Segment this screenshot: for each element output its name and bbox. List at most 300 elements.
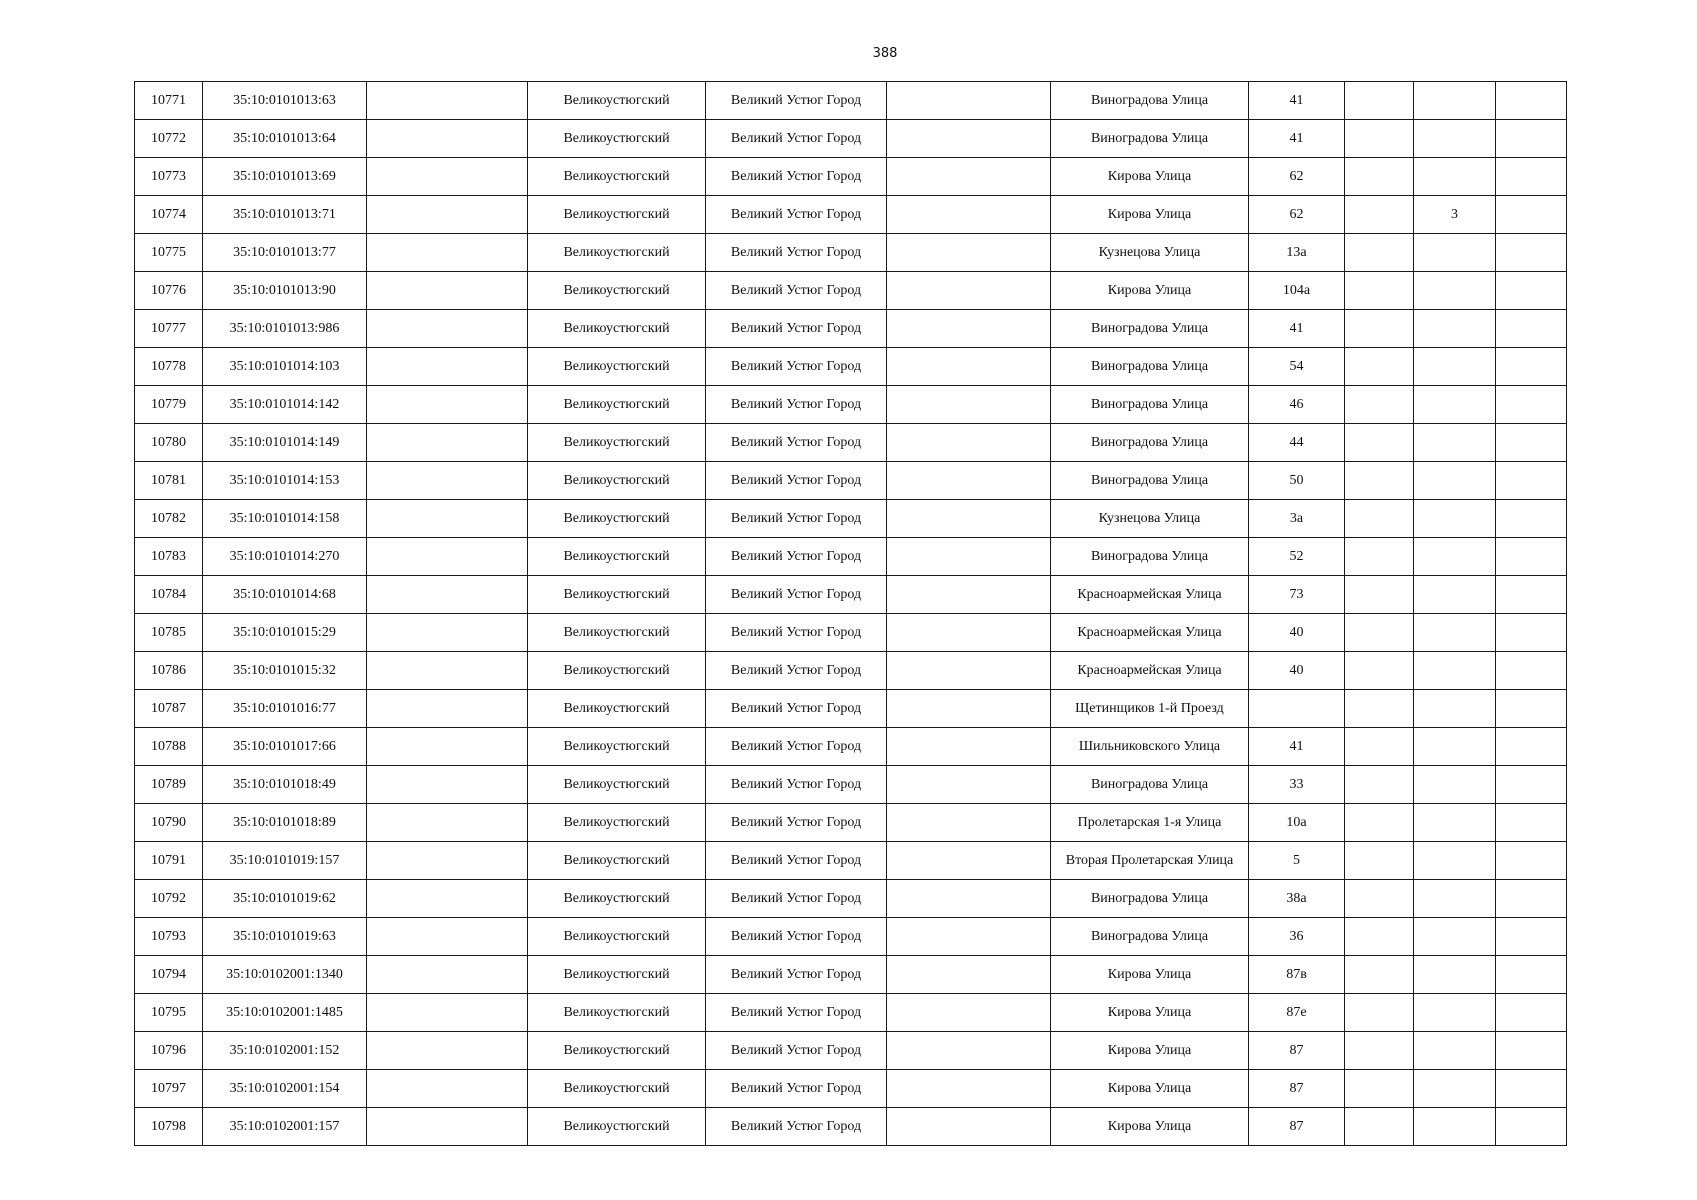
house-number-cell: 87 bbox=[1249, 1108, 1345, 1146]
building-cell bbox=[1414, 386, 1496, 424]
empty-cell bbox=[367, 82, 528, 120]
house-number-cell: 50 bbox=[1249, 462, 1345, 500]
empty-cell bbox=[887, 386, 1051, 424]
empty-cell bbox=[1345, 918, 1414, 956]
house-number-cell: 5 bbox=[1249, 842, 1345, 880]
table-row bbox=[135, 576, 1567, 614]
cadastral-number-cell: 35:10:0101014:103 bbox=[203, 348, 367, 386]
empty-cell bbox=[1496, 766, 1567, 804]
empty-cell bbox=[367, 804, 528, 842]
empty-cell bbox=[1345, 728, 1414, 766]
empty-cell bbox=[1496, 1108, 1567, 1146]
empty-cell bbox=[1496, 348, 1567, 386]
cadastral-number-cell: 35:10:0101015:32 bbox=[203, 652, 367, 690]
row-number-cell: 10795 bbox=[135, 994, 203, 1032]
empty-cell bbox=[1496, 956, 1567, 994]
empty-cell bbox=[887, 120, 1051, 158]
empty-cell bbox=[887, 576, 1051, 614]
empty-cell bbox=[887, 234, 1051, 272]
building-cell bbox=[1414, 234, 1496, 272]
page-number: 388 bbox=[872, 46, 898, 61]
empty-cell bbox=[1496, 804, 1567, 842]
house-number-cell: 36 bbox=[1249, 918, 1345, 956]
district-cell: Великоустюгский bbox=[528, 120, 706, 158]
district-cell: Великоустюгский bbox=[528, 196, 706, 234]
row-number-cell: 10789 bbox=[135, 766, 203, 804]
building-cell bbox=[1414, 766, 1496, 804]
table-row bbox=[135, 842, 1567, 880]
settlement-cell: Великий Устюг Город bbox=[706, 918, 887, 956]
street-cell: Красноармейская Улица bbox=[1051, 576, 1249, 614]
cadastral-number-cell: 35:10:0101019:63 bbox=[203, 918, 367, 956]
empty-cell bbox=[1496, 842, 1567, 880]
table-row bbox=[135, 1032, 1567, 1070]
row-number-cell: 10788 bbox=[135, 728, 203, 766]
empty-cell bbox=[367, 918, 528, 956]
empty-cell bbox=[1345, 82, 1414, 120]
street-cell: Виноградова Улица bbox=[1051, 880, 1249, 918]
building-cell bbox=[1414, 842, 1496, 880]
district-cell: Великоустюгский bbox=[528, 272, 706, 310]
empty-cell bbox=[1496, 234, 1567, 272]
empty-cell bbox=[367, 842, 528, 880]
settlement-cell: Великий Устюг Город bbox=[706, 120, 887, 158]
table-row bbox=[135, 158, 1567, 196]
building-cell bbox=[1414, 804, 1496, 842]
building-cell bbox=[1414, 576, 1496, 614]
empty-cell bbox=[887, 348, 1051, 386]
row-number-cell: 10773 bbox=[135, 158, 203, 196]
cadastral-number-cell: 35:10:0101016:77 bbox=[203, 690, 367, 728]
street-cell: Вторая Пролетарская Улица bbox=[1051, 842, 1249, 880]
street-cell: Кирова Улица bbox=[1051, 1070, 1249, 1108]
row-number-cell: 10790 bbox=[135, 804, 203, 842]
empty-cell bbox=[887, 500, 1051, 538]
building-cell: 3 bbox=[1414, 196, 1496, 234]
table-row bbox=[135, 1108, 1567, 1146]
street-cell: Виноградова Улица bbox=[1051, 538, 1249, 576]
district-cell: Великоустюгский bbox=[528, 158, 706, 196]
building-cell bbox=[1414, 538, 1496, 576]
empty-cell bbox=[1345, 766, 1414, 804]
empty-cell bbox=[367, 766, 528, 804]
building-cell bbox=[1414, 728, 1496, 766]
street-cell: Виноградова Улица bbox=[1051, 348, 1249, 386]
empty-cell bbox=[1345, 310, 1414, 348]
district-cell: Великоустюгский bbox=[528, 576, 706, 614]
street-cell: Кирова Улица bbox=[1051, 956, 1249, 994]
table-row bbox=[135, 804, 1567, 842]
cadastral-number-cell: 35:10:0101013:77 bbox=[203, 234, 367, 272]
district-cell: Великоустюгский bbox=[528, 1032, 706, 1070]
table-row bbox=[135, 956, 1567, 994]
empty-cell bbox=[1496, 994, 1567, 1032]
building-cell bbox=[1414, 310, 1496, 348]
house-number-cell: 104а bbox=[1249, 272, 1345, 310]
district-cell: Великоустюгский bbox=[528, 728, 706, 766]
row-number-cell: 10775 bbox=[135, 234, 203, 272]
street-cell: Виноградова Улица bbox=[1051, 918, 1249, 956]
empty-cell bbox=[1345, 500, 1414, 538]
house-number-cell: 13а bbox=[1249, 234, 1345, 272]
cadastral-number-cell: 35:10:0102001:154 bbox=[203, 1070, 367, 1108]
row-number-cell: 10797 bbox=[135, 1070, 203, 1108]
building-cell bbox=[1414, 424, 1496, 462]
empty-cell bbox=[1345, 652, 1414, 690]
settlement-cell: Великий Устюг Город bbox=[706, 196, 887, 234]
settlement-cell: Великий Устюг Город bbox=[706, 1032, 887, 1070]
cadastral-number-cell: 35:10:0102001:1485 bbox=[203, 994, 367, 1032]
cadastral-number-cell: 35:10:0101014:68 bbox=[203, 576, 367, 614]
empty-cell bbox=[367, 272, 528, 310]
house-number-cell: 33 bbox=[1249, 766, 1345, 804]
building-cell bbox=[1414, 348, 1496, 386]
empty-cell bbox=[887, 766, 1051, 804]
empty-cell bbox=[887, 196, 1051, 234]
house-number-cell: 87 bbox=[1249, 1070, 1345, 1108]
empty-cell bbox=[887, 842, 1051, 880]
street-cell: Пролетарская 1-я Улица bbox=[1051, 804, 1249, 842]
empty-cell bbox=[367, 994, 528, 1032]
empty-cell bbox=[1496, 386, 1567, 424]
street-cell: Кирова Улица bbox=[1051, 1032, 1249, 1070]
house-number-cell: 41 bbox=[1249, 728, 1345, 766]
building-cell bbox=[1414, 272, 1496, 310]
street-cell: Виноградова Улица bbox=[1051, 82, 1249, 120]
empty-cell bbox=[1345, 234, 1414, 272]
settlement-cell: Великий Устюг Город bbox=[706, 1108, 887, 1146]
settlement-cell: Великий Устюг Город bbox=[706, 728, 887, 766]
table-body bbox=[135, 82, 1567, 1146]
district-cell: Великоустюгский bbox=[528, 880, 706, 918]
row-number-cell: 10783 bbox=[135, 538, 203, 576]
settlement-cell: Великий Устюг Город bbox=[706, 310, 887, 348]
street-cell: Кузнецова Улица bbox=[1051, 500, 1249, 538]
street-cell: Красноармейская Улица bbox=[1051, 652, 1249, 690]
house-number-cell: 41 bbox=[1249, 120, 1345, 158]
empty-cell bbox=[887, 652, 1051, 690]
empty-cell bbox=[1345, 994, 1414, 1032]
settlement-cell: Великий Устюг Город bbox=[706, 272, 887, 310]
empty-cell bbox=[1496, 690, 1567, 728]
cadastral-number-cell: 35:10:0101019:157 bbox=[203, 842, 367, 880]
empty-cell bbox=[367, 576, 528, 614]
empty-cell bbox=[367, 880, 528, 918]
empty-cell bbox=[887, 1032, 1051, 1070]
cadastral-number-cell: 35:10:0102001:1340 bbox=[203, 956, 367, 994]
table-row bbox=[135, 82, 1567, 120]
building-cell bbox=[1414, 120, 1496, 158]
house-number-cell: 87в bbox=[1249, 956, 1345, 994]
district-cell: Великоустюгский bbox=[528, 690, 706, 728]
house-number-cell: 40 bbox=[1249, 652, 1345, 690]
house-number-cell: 62 bbox=[1249, 158, 1345, 196]
building-cell bbox=[1414, 994, 1496, 1032]
house-number-cell bbox=[1249, 690, 1345, 728]
table-row bbox=[135, 386, 1567, 424]
row-number-cell: 10787 bbox=[135, 690, 203, 728]
building-cell bbox=[1414, 1070, 1496, 1108]
empty-cell bbox=[367, 234, 528, 272]
district-cell: Великоустюгский bbox=[528, 538, 706, 576]
settlement-cell: Великий Устюг Город bbox=[706, 158, 887, 196]
settlement-cell: Великий Устюг Город bbox=[706, 956, 887, 994]
district-cell: Великоустюгский bbox=[528, 424, 706, 462]
settlement-cell: Великий Устюг Город bbox=[706, 424, 887, 462]
table-row bbox=[135, 728, 1567, 766]
empty-cell bbox=[367, 424, 528, 462]
table-row bbox=[135, 234, 1567, 272]
table-row bbox=[135, 424, 1567, 462]
row-number-cell: 10779 bbox=[135, 386, 203, 424]
street-cell: Виноградова Улица bbox=[1051, 120, 1249, 158]
empty-cell bbox=[887, 1070, 1051, 1108]
cadastral-number-cell: 35:10:0101017:66 bbox=[203, 728, 367, 766]
settlement-cell: Великий Устюг Город bbox=[706, 880, 887, 918]
row-number-cell: 10786 bbox=[135, 652, 203, 690]
empty-cell bbox=[1345, 690, 1414, 728]
house-number-cell: 3а bbox=[1249, 500, 1345, 538]
street-cell: Виноградова Улица bbox=[1051, 386, 1249, 424]
empty-cell bbox=[1345, 272, 1414, 310]
district-cell: Великоустюгский bbox=[528, 994, 706, 1032]
street-cell: Кирова Улица bbox=[1051, 272, 1249, 310]
building-cell bbox=[1414, 956, 1496, 994]
table-row bbox=[135, 918, 1567, 956]
settlement-cell: Великий Устюг Город bbox=[706, 234, 887, 272]
table-row bbox=[135, 462, 1567, 500]
empty-cell bbox=[1345, 842, 1414, 880]
district-cell: Великоустюгский bbox=[528, 234, 706, 272]
settlement-cell: Великий Устюг Город bbox=[706, 500, 887, 538]
row-number-cell: 10772 bbox=[135, 120, 203, 158]
street-cell: Виноградова Улица bbox=[1051, 424, 1249, 462]
building-cell bbox=[1414, 158, 1496, 196]
row-number-cell: 10780 bbox=[135, 424, 203, 462]
empty-cell bbox=[1496, 120, 1567, 158]
table-row bbox=[135, 652, 1567, 690]
cadastral-number-cell: 35:10:0101014:142 bbox=[203, 386, 367, 424]
cadastral-number-cell: 35:10:0101013:71 bbox=[203, 196, 367, 234]
empty-cell bbox=[887, 956, 1051, 994]
cadastral-number-cell: 35:10:0101013:64 bbox=[203, 120, 367, 158]
building-cell bbox=[1414, 1108, 1496, 1146]
empty-cell bbox=[1496, 310, 1567, 348]
empty-cell bbox=[887, 728, 1051, 766]
table-row bbox=[135, 614, 1567, 652]
cadastral-number-cell: 35:10:0101018:49 bbox=[203, 766, 367, 804]
row-number-cell: 10771 bbox=[135, 82, 203, 120]
row-number-cell: 10798 bbox=[135, 1108, 203, 1146]
row-number-cell: 10777 bbox=[135, 310, 203, 348]
table-row bbox=[135, 310, 1567, 348]
building-cell bbox=[1414, 614, 1496, 652]
settlement-cell: Великий Устюг Город bbox=[706, 652, 887, 690]
empty-cell bbox=[887, 880, 1051, 918]
empty-cell bbox=[1345, 1108, 1414, 1146]
empty-cell bbox=[1496, 652, 1567, 690]
empty-cell bbox=[367, 1070, 528, 1108]
settlement-cell: Великий Устюг Город bbox=[706, 842, 887, 880]
district-cell: Великоустюгский bbox=[528, 804, 706, 842]
table-row bbox=[135, 690, 1567, 728]
district-cell: Великоустюгский bbox=[528, 766, 706, 804]
empty-cell bbox=[1496, 614, 1567, 652]
empty-cell bbox=[1345, 538, 1414, 576]
street-cell: Кузнецова Улица bbox=[1051, 234, 1249, 272]
house-number-cell: 41 bbox=[1249, 310, 1345, 348]
cadastral-number-cell: 35:10:0102001:152 bbox=[203, 1032, 367, 1070]
empty-cell bbox=[1345, 196, 1414, 234]
street-cell: Красноармейская Улица bbox=[1051, 614, 1249, 652]
empty-cell bbox=[367, 1108, 528, 1146]
empty-cell bbox=[367, 310, 528, 348]
house-number-cell: 87 bbox=[1249, 1032, 1345, 1070]
empty-cell bbox=[887, 158, 1051, 196]
empty-cell bbox=[1496, 1070, 1567, 1108]
cadastral-number-cell: 35:10:0101015:29 bbox=[203, 614, 367, 652]
empty-cell bbox=[367, 462, 528, 500]
building-cell bbox=[1414, 690, 1496, 728]
house-number-cell: 46 bbox=[1249, 386, 1345, 424]
cadastral-number-cell: 35:10:0101014:149 bbox=[203, 424, 367, 462]
building-cell bbox=[1414, 82, 1496, 120]
building-cell bbox=[1414, 500, 1496, 538]
empty-cell bbox=[1345, 576, 1414, 614]
district-cell: Великоустюгский bbox=[528, 1108, 706, 1146]
empty-cell bbox=[1496, 538, 1567, 576]
district-cell: Великоустюгский bbox=[528, 82, 706, 120]
empty-cell bbox=[1496, 158, 1567, 196]
empty-cell bbox=[887, 462, 1051, 500]
empty-cell bbox=[1345, 120, 1414, 158]
district-cell: Великоустюгский bbox=[528, 652, 706, 690]
settlement-cell: Великий Устюг Город bbox=[706, 386, 887, 424]
settlement-cell: Великий Устюг Город bbox=[706, 994, 887, 1032]
row-number-cell: 10776 bbox=[135, 272, 203, 310]
empty-cell bbox=[1345, 614, 1414, 652]
table-row bbox=[135, 994, 1567, 1032]
house-number-cell: 38а bbox=[1249, 880, 1345, 918]
row-number-cell: 10796 bbox=[135, 1032, 203, 1070]
empty-cell bbox=[1496, 576, 1567, 614]
empty-cell bbox=[1496, 462, 1567, 500]
district-cell: Великоустюгский bbox=[528, 386, 706, 424]
empty-cell bbox=[887, 994, 1051, 1032]
row-number-cell: 10781 bbox=[135, 462, 203, 500]
empty-cell bbox=[1345, 1032, 1414, 1070]
empty-cell bbox=[887, 918, 1051, 956]
street-cell: Шильниковского Улица bbox=[1051, 728, 1249, 766]
empty-cell bbox=[367, 728, 528, 766]
empty-cell bbox=[1496, 1032, 1567, 1070]
cadastral-number-cell: 35:10:0101018:89 bbox=[203, 804, 367, 842]
table-row bbox=[135, 538, 1567, 576]
empty-cell bbox=[887, 614, 1051, 652]
empty-cell bbox=[367, 1032, 528, 1070]
cadastral-number-cell: 35:10:0102001:157 bbox=[203, 1108, 367, 1146]
row-number-cell: 10785 bbox=[135, 614, 203, 652]
district-cell: Великоустюгский bbox=[528, 500, 706, 538]
row-number-cell: 10784 bbox=[135, 576, 203, 614]
house-number-cell: 73 bbox=[1249, 576, 1345, 614]
district-cell: Великоустюгский bbox=[528, 1070, 706, 1108]
cadastral-number-cell: 35:10:0101014:158 bbox=[203, 500, 367, 538]
cadastral-number-cell: 35:10:0101014:270 bbox=[203, 538, 367, 576]
house-number-cell: 41 bbox=[1249, 82, 1345, 120]
settlement-cell: Великий Устюг Город bbox=[706, 348, 887, 386]
empty-cell bbox=[367, 956, 528, 994]
empty-cell bbox=[1496, 880, 1567, 918]
empty-cell bbox=[887, 804, 1051, 842]
table-row bbox=[135, 272, 1567, 310]
cadastral-number-cell: 35:10:0101013:90 bbox=[203, 272, 367, 310]
empty-cell bbox=[1496, 82, 1567, 120]
district-cell: Великоустюгский bbox=[528, 310, 706, 348]
house-number-cell: 62 bbox=[1249, 196, 1345, 234]
row-number-cell: 10778 bbox=[135, 348, 203, 386]
empty-cell bbox=[887, 272, 1051, 310]
row-number-cell: 10782 bbox=[135, 500, 203, 538]
street-cell: Виноградова Улица bbox=[1051, 766, 1249, 804]
district-cell: Великоустюгский bbox=[528, 462, 706, 500]
cadastral-number-cell: 35:10:0101013:69 bbox=[203, 158, 367, 196]
empty-cell bbox=[1345, 424, 1414, 462]
empty-cell bbox=[1496, 918, 1567, 956]
empty-cell bbox=[367, 386, 528, 424]
cadastral-number-cell: 35:10:0101014:153 bbox=[203, 462, 367, 500]
building-cell bbox=[1414, 462, 1496, 500]
table-row bbox=[135, 196, 1567, 234]
table-row bbox=[135, 120, 1567, 158]
empty-cell bbox=[887, 82, 1051, 120]
registry-table bbox=[134, 81, 1567, 1146]
settlement-cell: Великий Устюг Город bbox=[706, 1070, 887, 1108]
table-row bbox=[135, 348, 1567, 386]
row-number-cell: 10794 bbox=[135, 956, 203, 994]
street-cell: Кирова Улица bbox=[1051, 1108, 1249, 1146]
empty-cell bbox=[1345, 804, 1414, 842]
empty-cell bbox=[1496, 424, 1567, 462]
settlement-cell: Великий Устюг Город bbox=[706, 614, 887, 652]
street-cell: Щетинщиков 1-й Проезд bbox=[1051, 690, 1249, 728]
table-row bbox=[135, 500, 1567, 538]
settlement-cell: Великий Устюг Город bbox=[706, 576, 887, 614]
settlement-cell: Великий Устюг Город bbox=[706, 804, 887, 842]
street-cell: Кирова Улица bbox=[1051, 196, 1249, 234]
empty-cell bbox=[367, 652, 528, 690]
empty-cell bbox=[1496, 500, 1567, 538]
settlement-cell: Великий Устюг Город bbox=[706, 462, 887, 500]
empty-cell bbox=[367, 538, 528, 576]
table-row bbox=[135, 880, 1567, 918]
building-cell bbox=[1414, 918, 1496, 956]
district-cell: Великоустюгский bbox=[528, 842, 706, 880]
street-cell: Кирова Улица bbox=[1051, 158, 1249, 196]
cadastral-number-cell: 35:10:0101019:62 bbox=[203, 880, 367, 918]
house-number-cell: 10а bbox=[1249, 804, 1345, 842]
row-number-cell: 10792 bbox=[135, 880, 203, 918]
empty-cell bbox=[1496, 728, 1567, 766]
settlement-cell: Великий Устюг Город bbox=[706, 82, 887, 120]
empty-cell bbox=[1345, 880, 1414, 918]
district-cell: Великоустюгский bbox=[528, 918, 706, 956]
cadastral-number-cell: 35:10:0101013:63 bbox=[203, 82, 367, 120]
empty-cell bbox=[1345, 158, 1414, 196]
district-cell: Великоустюгский bbox=[528, 614, 706, 652]
empty-cell bbox=[367, 348, 528, 386]
house-number-cell: 87е bbox=[1249, 994, 1345, 1032]
